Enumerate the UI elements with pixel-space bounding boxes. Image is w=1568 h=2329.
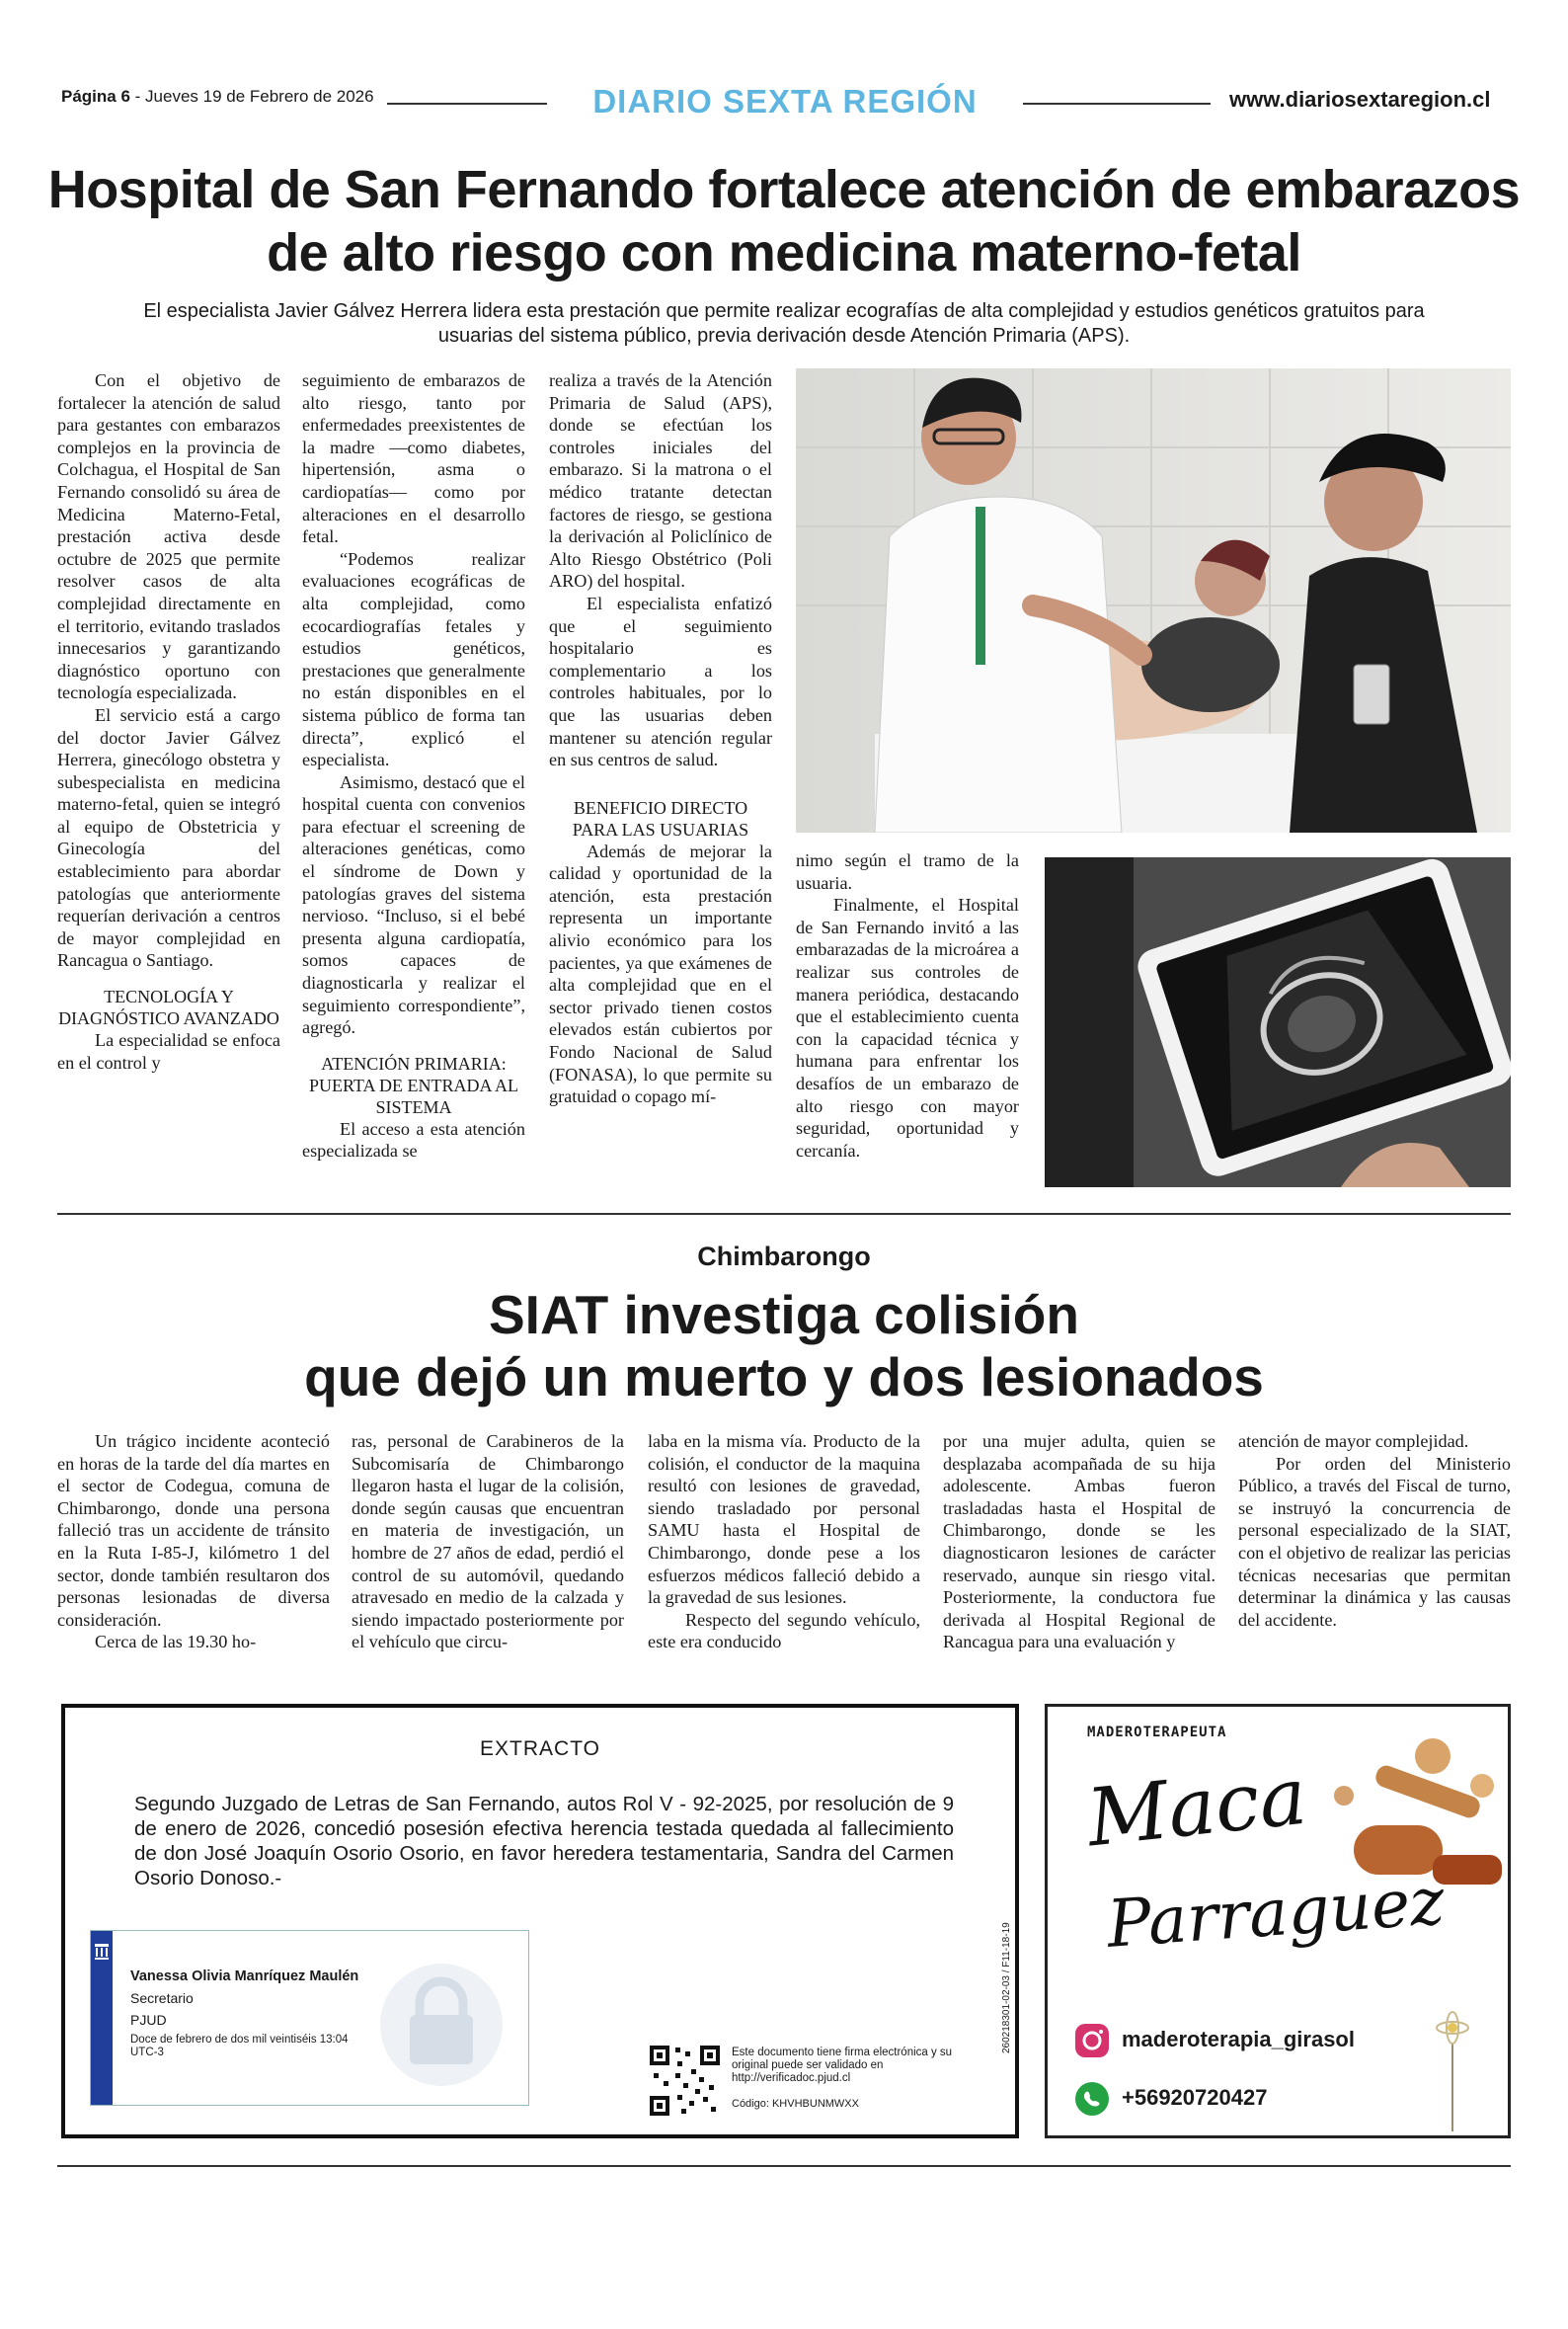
subheading: BENEFICIO DIRECTO PARA LAS USUARIAS — [572, 797, 749, 840]
legal-notice-body: Segundo Juzgado de Letras de San Fernando, autos Rol V - 92-2025, por resolución de 9 de enero de 2026, concedió posesión efectiva herencia testada quedada al fallecimiento de don José Joaquín Osorio Osorio, en favor heredera testamentaria, Sandra del Carmen Osorio Donoso.- — [134, 1793, 954, 1889]
article1-column-4 — [796, 849, 1019, 1162]
signature-date: Doce de febrero de dos mil veintiséis 13:04 UTC-3 — [130, 2034, 349, 2058]
flower-illustration — [1393, 2003, 1502, 2131]
page-number: Página 6 — [61, 87, 130, 106]
paragraph: ras, personal de Carabineros de la Subcomisaría de Chimbarongo llegaron hasta el lugar de la colisión, donde según causas que encuentran en materia de investigación, un hombre de 27 años de edad, perdió el control de su automóvil, quedando atravesado en medio de la calzada y siendo impactado posteriormente por el vehículo que circu- — [352, 1431, 624, 1652]
ultrasound-tablet-photo — [1045, 857, 1511, 1187]
article2-column-1 — [57, 1430, 330, 1653]
header-rule-right — [1023, 103, 1211, 105]
website-url[interactable]: www.diariosextaregion.cl — [1229, 87, 1491, 112]
page-date-label — [61, 87, 374, 107]
instagram-icon[interactable] — [1072, 2021, 1112, 2060]
paragraph: nimo según el tramo de la usuaria. — [796, 850, 1019, 893]
electronic-signature-box — [90, 1930, 529, 2106]
legal-notice-box — [61, 1704, 1019, 2138]
section-divider — [57, 1213, 1511, 1215]
paragraph: Asimismo, destacó que el hospital cuenta con convenios para efectuar el screening de alteraciones genéticas, como el síndrome de Down y patologías graves del sistema nervioso. “Incluso, si el bebé presenta alguna cardiopatía, somos capaces de diagnosticarla y realizar el seguimiento correspondiente”, agregó. — [302, 771, 525, 1038]
paragraph: por una mujer adulta, quien se desplazaba acompañada de su hija adolescente. Ambas fueron trasladadas hasta el Hospital de Chimbarongo, donde se les diagnosticaron lesiones de carácter reservado, aunque sin riesgo vital. Posteriormente, la conductora fue derivada al Hospital Regional de Rancagua para una evaluación y — [943, 1431, 1215, 1652]
ad-name-last: Parraguez — [1104, 1863, 1448, 1963]
header-rule-left — [387, 103, 547, 105]
article2-column-2 — [352, 1430, 624, 1653]
ad-name-first: Maca — [1082, 1749, 1311, 1865]
bottom-divider — [57, 2165, 1511, 2167]
article1-column-3 — [549, 369, 772, 1108]
article2-headline — [0, 1284, 1568, 1408]
paragraph: El servicio está a cargo del doctor Javier Gálvez Herrera, ginecólogo obstetra y subespecialista en medicina materno-fetal, quien se integró al equipo de Obstetricia y Ginecología del establecimiento para abordar patologías que anteriormente requerían derivación a centros de mayor complejidad en Rancagua o Santiago. — [57, 704, 280, 971]
paragraph: El especialista enfatizó que el seguimiento hospitalario es complementario a los controles habituales, por lo que las usuarias deben mantener su atención regular en sus centros de salud. — [549, 593, 772, 770]
document-side-code: 260218301-02-03 / F11-18-19 — [1001, 1922, 1012, 2053]
paragraph: laba en la misma vía. Producto de la colisión, el conductor de la maquina resultó con lesiones de gravedad, siendo trasladado por personal SAMU hasta el Hospital de Chimbarongo, donde pese a los esfuerzos médicos falleció debido a la gravedad de sus lesiones. — [648, 1431, 920, 1608]
paragraph: El acceso a esta atención especializada se — [302, 1118, 525, 1162]
article1-column-1 — [57, 369, 280, 1074]
article2-kicker: Chimbarongo — [697, 1242, 871, 1271]
paragraph: Por orden del Ministerio Público, a través del Fiscal de turno, se instruyó la concurrencia de personal especializado de la SIAT, con el objetivo de realizar las pericias técnicas necesarias que permitan determinar la dinámica y las causas del accidente. — [1238, 1453, 1511, 1630]
paragraph: La especialidad se enfoca en el control y — [57, 1030, 280, 1073]
signer-organization: PJUD — [130, 2012, 167, 2028]
article2-column-4 — [943, 1430, 1215, 1653]
signer-name: Vanessa Olivia Manríquez Maulén — [130, 1968, 359, 1984]
whatsapp-icon[interactable] — [1072, 2079, 1112, 2119]
paragraph: realiza a través de la Atención Primaria de Salud (APS), donde se efectúan los controles iniciales del embarazo. Si la matrona o el médico tratante detectan factores de riesgo, se gestiona la derivación al Policlínico de Alto Riesgo Obstétrico (Poli ARO) del hospital. — [549, 370, 772, 592]
paragraph: Cerca de las 19.30 ho- — [95, 1632, 257, 1652]
court-icon — [91, 1939, 113, 1968]
paragraph: Además de mejorar la calidad y oportunidad de la atención, esta prestación representa un importante alivio económico para los pacientes, ya que exámenes de alta complejidad que en el sector privado tienen costos elevados están cubiertos por Fondo Nacional de Salud (FONASA), lo que permite su gratuidad o copago mí- — [549, 841, 772, 1107]
headline-line-1: SIAT investiga colisión — [489, 1284, 1079, 1345]
article1-column-2 — [302, 369, 525, 1163]
paragraph: Un trágico incidente aconteció en horas de la tarde del día martes en el sector de Codegua, comuna de Chimbarongo, donde una persona falleció tras un accidente de tránsito en la Ruta I-85-J, kilómetro 1 del sector, donde también resultaron dos personas lesionadas de diversa consideración. — [57, 1431, 330, 1630]
paragraph: Finalmente, el Hospital de San Fernando invitó a las embarazadas de la microárea a realizar sus controles de manera periódica, destacando que el establecimiento cuenta con la capacidad técnica y humana para enfrentar los desafíos de un embarazo de alto riesgo con mayor seguridad, oportunidad y cercanía. — [796, 895, 1019, 1161]
subheading: ATENCIÓN PRIMARIA: PUERTA DE ENTRADA AL SISTEMA — [309, 1053, 518, 1117]
signature-bar — [91, 1931, 113, 2105]
advertisement — [1045, 1704, 1511, 2138]
instagram-handle[interactable]: maderoterapia_girasol — [1122, 2027, 1355, 2051]
ad-profession: MADEROTERAPEUTA — [1087, 1725, 1227, 1740]
lock-icon — [372, 1956, 510, 2094]
ultrasound-exam-photo — [796, 368, 1511, 833]
paragraph: “Podemos realizar evaluaciones ecográficas de alta complejidad, como ecocardiografías fetales y estudios genéticos, prestaciones que generalmente no están disponibles en el sistema público de forma tan directa”, explicó el especialista. — [302, 548, 525, 770]
legal-notice-title: EXTRACTO — [480, 1737, 600, 1760]
newspaper-name: DIARIO SEXTA REGIÓN — [592, 83, 978, 120]
verification-text: Este documento tiene firma electrónica y su original puede ser validado en http://verificadoc.pjud.cl — [732, 2047, 953, 2084]
paragraph: atención de mayor complejidad. — [1238, 1431, 1469, 1451]
article1-deck: El especialista Javier Gálvez Herrera lidera esta prestación que permite realizar ecografías de alta complejidad y estudios genéticos gratuitos para usuarias del sistema público, previa derivación desde Atención Primaria (APS). — [143, 300, 1425, 347]
paragraph: seguimiento de embarazos de alto riesgo, tanto por enfermedades preexistentes de la madre —como diabetes, hipertensión, asma o cardiopatías— como por alteraciones en el desarrollo fetal. — [302, 370, 525, 547]
article2-column-5 — [1238, 1430, 1511, 1631]
verification-code: Código: KHVHBUNMWXX — [732, 2098, 859, 2110]
paragraph: Respecto del segundo vehículo, este era conducido — [648, 1609, 920, 1652]
issue-date: - Jueves 19 de Febrero de 2026 — [129, 87, 374, 106]
article2-column-3 — [648, 1430, 920, 1653]
subheading: TECNOLOGÍA Y DIAGNÓSTICO AVANZADO — [58, 987, 279, 1029]
headline-line-2: que dejó un muerto y dos lesionados — [304, 1346, 1264, 1407]
paragraph: Con el objetivo de fortalecer la atención de salud para gestantes con embarazos complejos en la provincia de Colchagua, el Hospital de San Fernando consolidó su área de Medicina Materno-Fetal, prestación activa desde octubre de 2025 que permite resolver casos de alta complejidad directamente en el territorio, evitando traslados innecesarios y garantizando diagnóstico oportuno con tecnología especializada. — [57, 370, 280, 703]
qr-code-icon[interactable] — [648, 2044, 722, 2118]
signer-role: Secretario — [130, 1990, 194, 2006]
article1-headline: Hospital de San Fernando fortalece atención de embarazos de alto riesgo con medicina materno-fetal — [47, 160, 1521, 282]
whatsapp-number[interactable]: +56920720427 — [1122, 2085, 1268, 2110]
